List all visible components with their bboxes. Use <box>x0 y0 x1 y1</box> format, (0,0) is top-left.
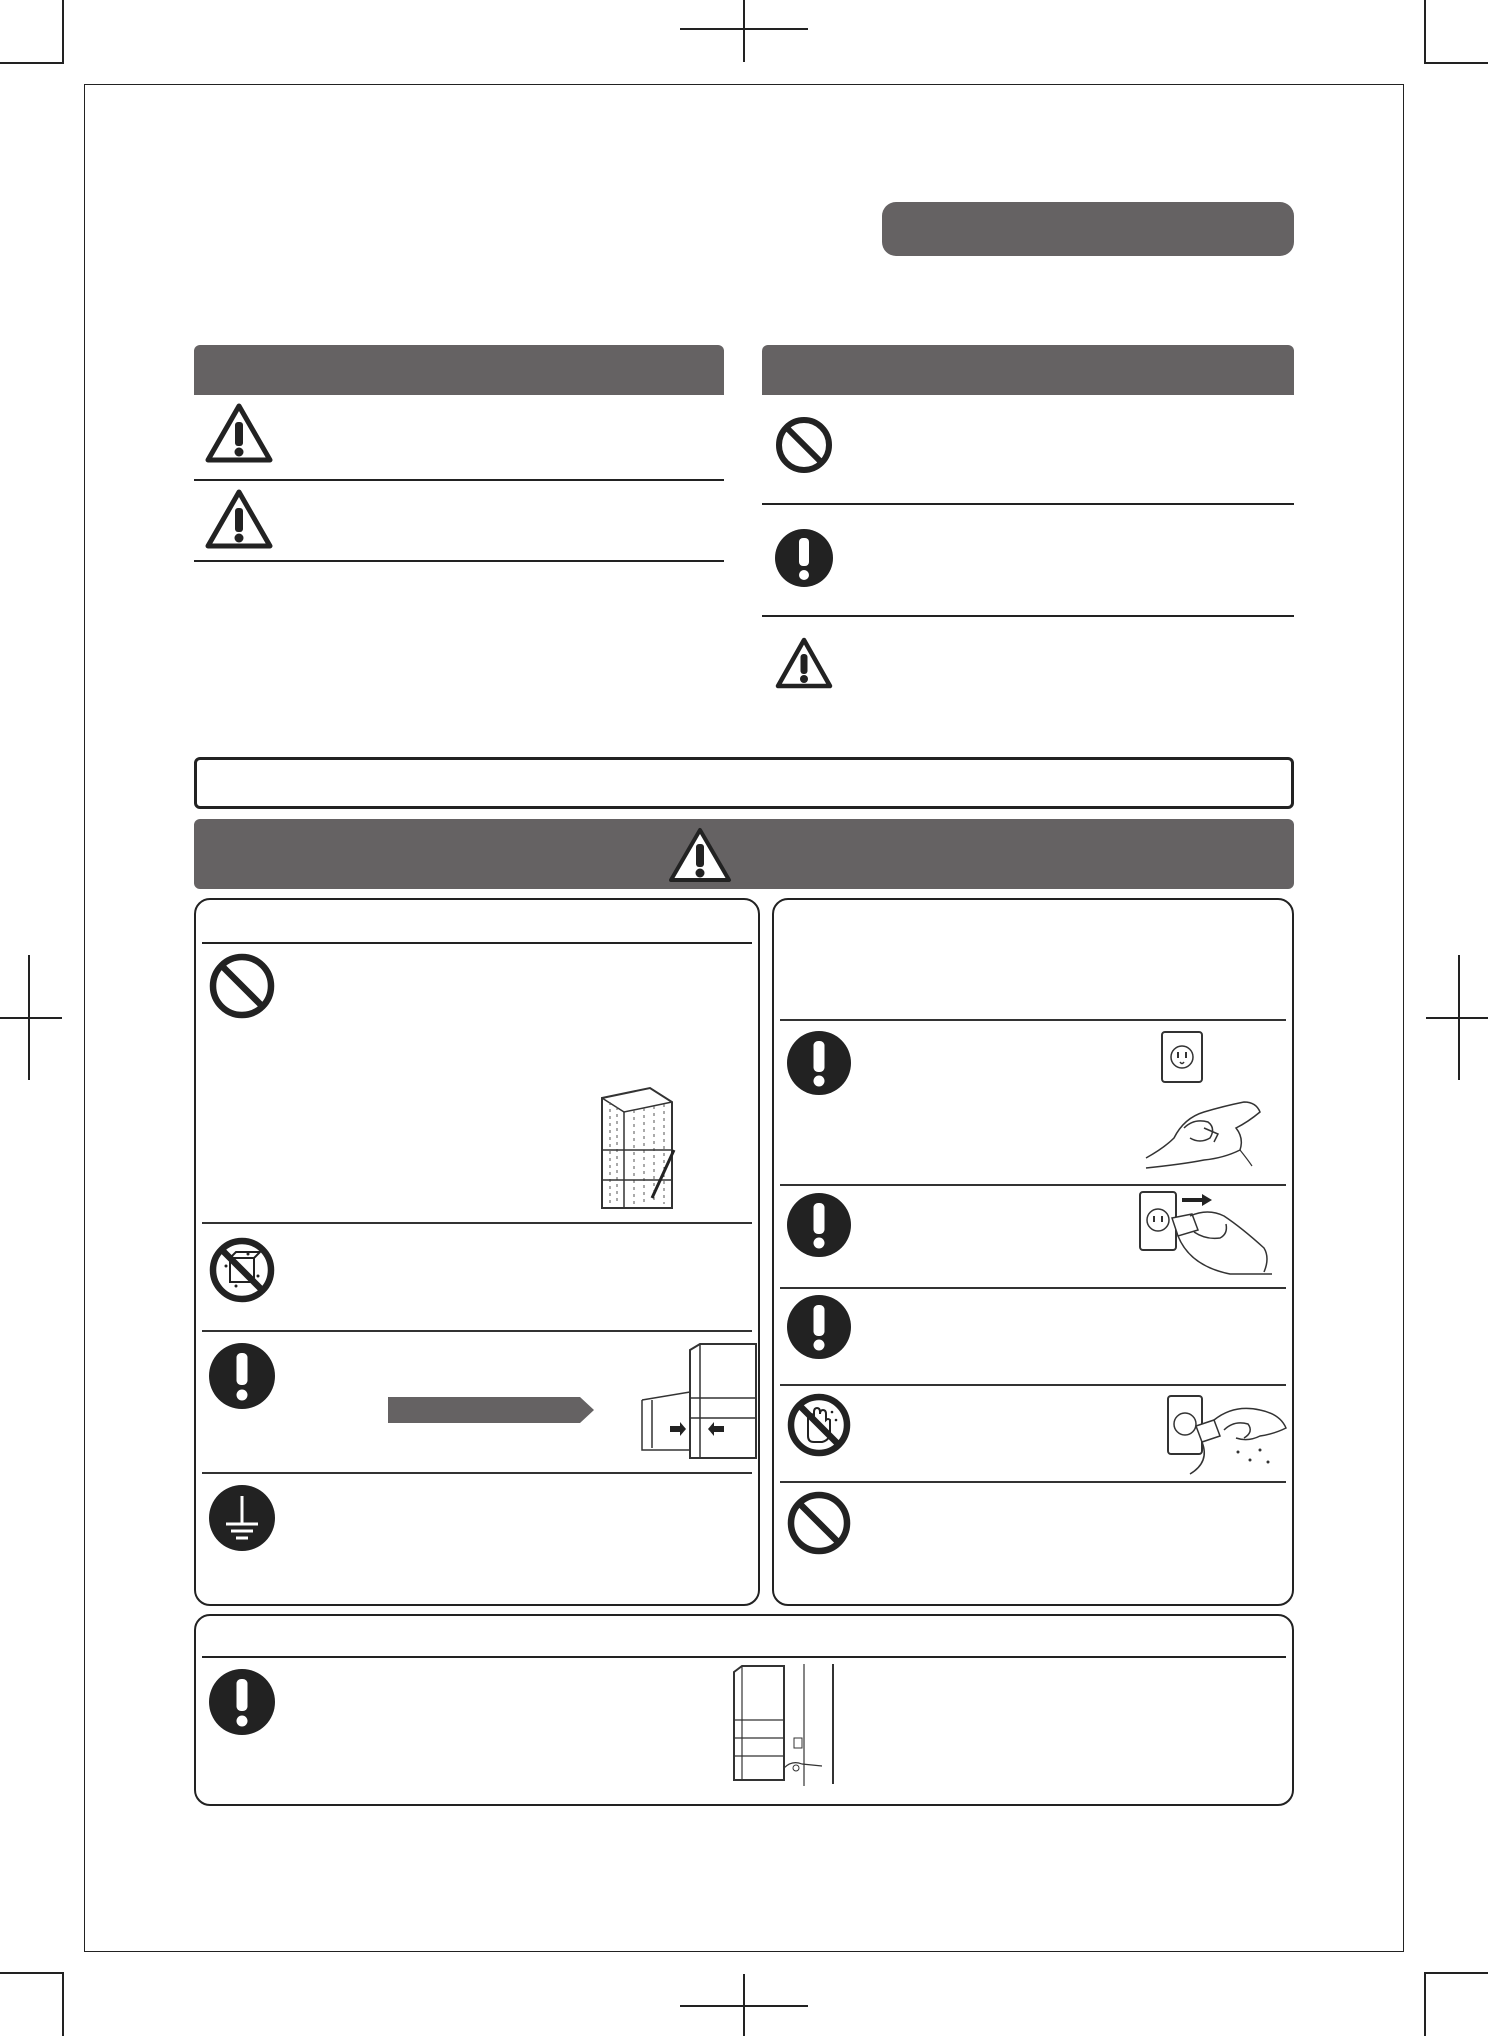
divider <box>202 1472 752 1474</box>
registration-mark <box>1426 1017 1488 1019</box>
divider <box>780 1481 1286 1483</box>
panel-title-rule <box>202 942 752 944</box>
mandatory-exclamation-icon <box>786 1192 852 1258</box>
do-not-touch-wet-hands-icon <box>786 1392 852 1458</box>
registration-mark <box>680 28 808 30</box>
warning-header <box>194 819 1294 889</box>
crop-mark <box>0 1972 64 1974</box>
divider <box>780 1287 1286 1289</box>
mandatory-exclamation-icon <box>786 1294 852 1360</box>
crop-mark <box>1424 0 1426 64</box>
mandatory-exclamation-icon <box>786 1030 852 1096</box>
crop-mark <box>62 1972 64 2036</box>
left-warning-panel <box>194 898 760 1606</box>
divider <box>202 1222 752 1224</box>
crop-mark <box>0 62 64 64</box>
plug-removal-illustration <box>1130 1186 1274 1278</box>
wall-outlet-illustration <box>1160 1030 1204 1084</box>
ground-symbol-icon <box>208 1484 276 1552</box>
symbols-header-left <box>194 345 724 395</box>
divider <box>194 560 724 562</box>
symbols-header-right <box>762 345 1294 395</box>
notice-banner <box>194 757 1294 809</box>
refrigerator-installation-illustration <box>640 1340 760 1465</box>
prohibited-circle-icon <box>774 415 834 475</box>
mandatory-exclamation-icon <box>774 528 834 588</box>
mandatory-exclamation-icon <box>208 1668 276 1736</box>
warning-triangle-icon <box>774 636 834 690</box>
divider <box>780 1384 1286 1386</box>
refrigerator-outlet-illustration <box>722 1664 826 1786</box>
crop-mark <box>1424 1972 1488 1974</box>
crop-mark <box>1424 62 1488 64</box>
panel-title-rule <box>202 1656 1286 1658</box>
registration-mark <box>0 1017 62 1019</box>
warning-triangle-icon <box>204 402 274 464</box>
prohibited-circle-icon <box>208 952 276 1020</box>
do-not-disassemble-icon <box>208 1236 276 1304</box>
divider <box>194 479 724 481</box>
registration-mark <box>743 0 745 62</box>
wet-hand-plug-illustration <box>1164 1390 1288 1480</box>
prohibited-circle-icon <box>786 1490 852 1556</box>
registration-mark <box>680 2005 808 2007</box>
divider <box>762 615 1294 617</box>
panel-separator <box>832 1664 834 1784</box>
divider <box>780 1019 1286 1021</box>
page-title-bar <box>882 202 1294 256</box>
warning-triangle-icon <box>204 488 274 550</box>
hand-wiping-plug-illustration <box>1144 1088 1264 1170</box>
warning-triangle-icon <box>666 825 734 885</box>
crop-mark <box>62 0 64 64</box>
freezer-basket-illustration <box>590 1080 690 1215</box>
arrow-label <box>388 1395 596 1425</box>
divider <box>762 503 1294 505</box>
crop-mark <box>1424 1972 1426 2036</box>
mandatory-exclamation-icon <box>208 1342 276 1410</box>
divider <box>202 1330 752 1332</box>
